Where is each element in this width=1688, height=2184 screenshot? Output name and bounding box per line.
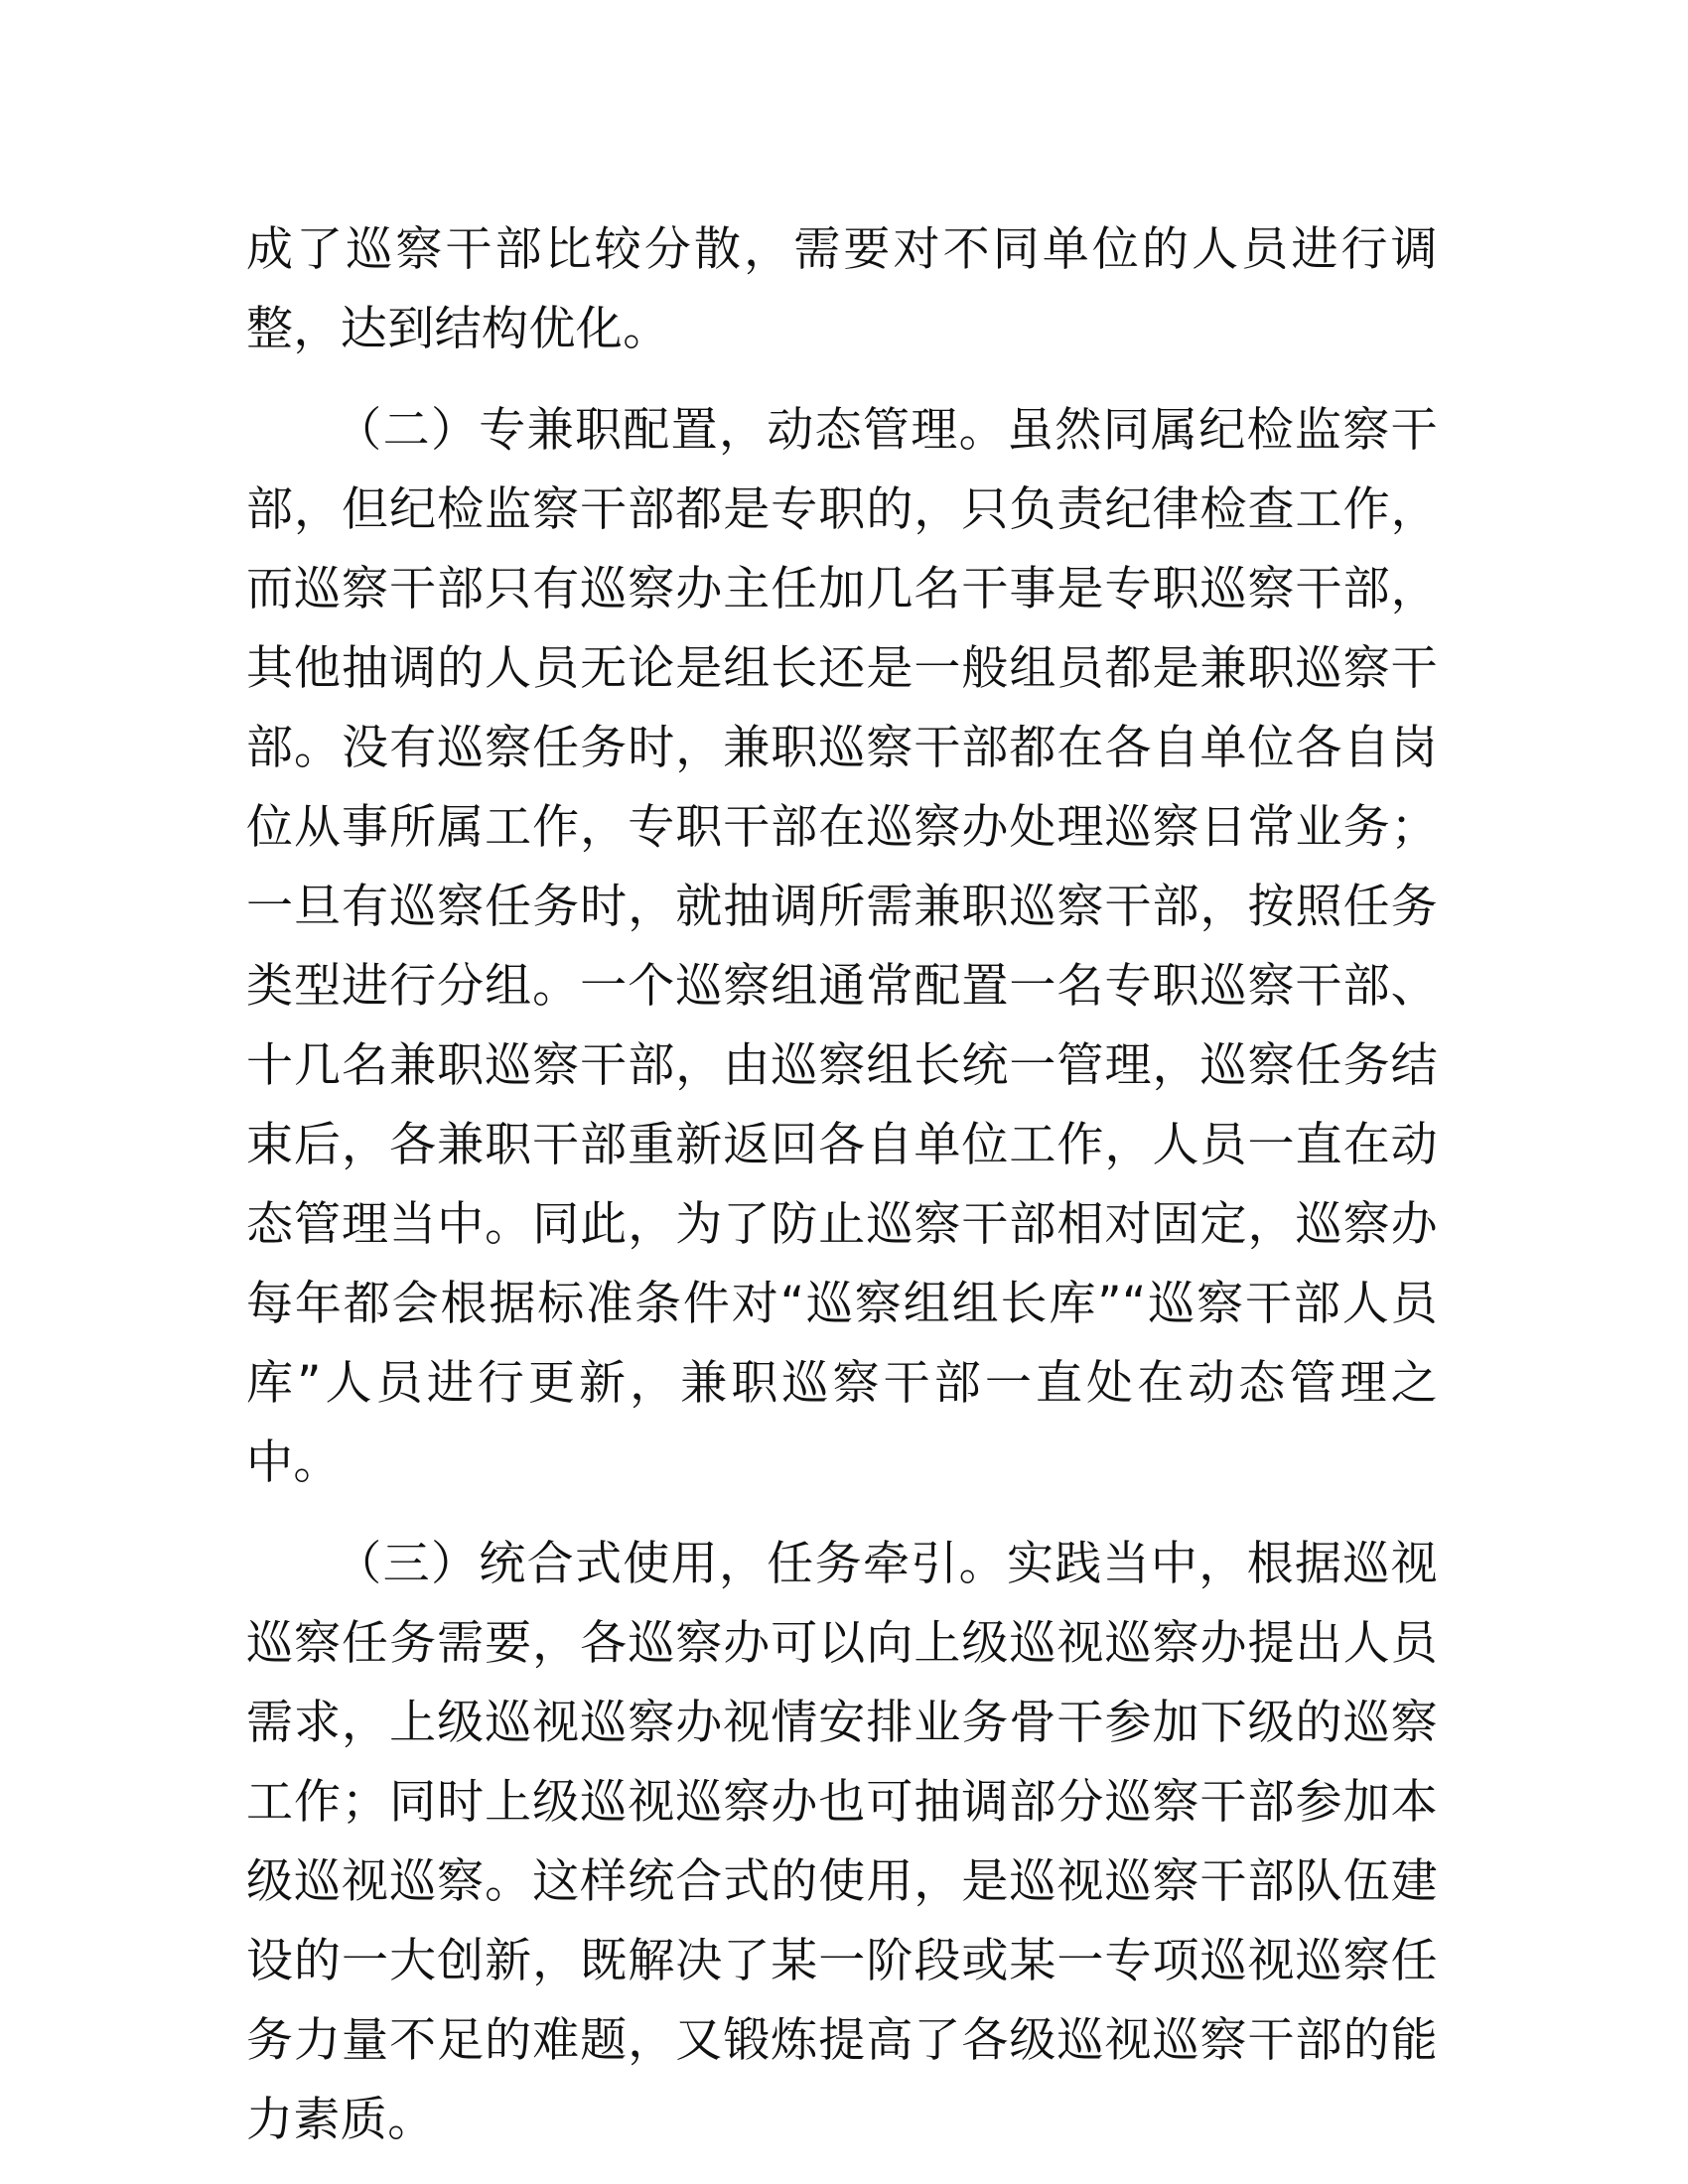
paragraph-section-two: （二）专兼职配置，动态管理。虽然同属纪检监察干部，但纪检监察干部都是专职的，只负责纪律检查工作，而巡察干部只有巡察办主任加几名干事是专职巡察干部，其他抽调的人员无论是组长还是一般组员都是兼职巡察干部。没有巡察任务时，兼职巡察干部都在各自单位各自岗位从事所属工作，专职干部在巡察办处理巡察日常业务；一旦有巡察任务时，就抽调所需兼职巡察干部，按照任务类型进行分组。一个巡察组通常配置一名专职巡察干部、十几名兼职巡察干部，由巡察组长统一管理，巡察任务结束后，各兼职干部重新返回各自单位工作，人员一直在动态管理当中。同此，为了防止巡察干部相对固定，巡察办每年都会根据标准条件对“巡察组组长库”“巡察干部人员库”人员进行更新，兼职巡察干部一直处在动态管理之中。 — [246, 403, 1438, 1490]
body-text — [246, 210, 1438, 2160]
paragraph-section-three: （三）统合式使用，任务牵引。实践当中，根据巡视巡察任务需要，各巡察办可以向上级巡视巡察办提出人员需求，上级巡视巡察办视情安排业务骨干参加下级的巡察工作；同时上级巡视巡察办也可抽调部分巡察干部参加本级巡视巡察。这样统合式的使用，是巡视巡察干部队伍建设的一大创新，既解决了某一阶段或某一专项巡视巡察任务力量不足的难题，又锻炼提高了各级巡视巡察干部的能力素质。 — [246, 1537, 1438, 2147]
paragraph-continuation: 成了巡察干部比较分散，需要对不同单位的人员进行调整，达到结构优化。 — [246, 222, 1438, 356]
